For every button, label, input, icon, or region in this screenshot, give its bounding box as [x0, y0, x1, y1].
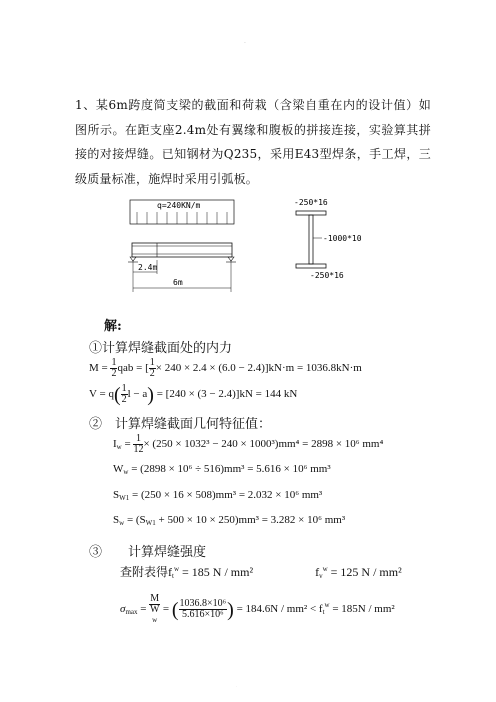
- equation-allowable-stress: 查附表得$f_t^w = 185$ N / mm² $f_v^w = 125$ N / mm²: [120, 565, 402, 580]
- equation-static-moment: $S_w = (S_{W1} + 500 \times 10 \times 250)mm^3 = 3.282 \times 10^6$ mm³: [113, 514, 346, 527]
- flange-top-label: -250*16: [294, 198, 328, 207]
- solution-label: 解:: [104, 319, 122, 334]
- web-label: -1000*10: [323, 234, 362, 243]
- footer-mark: ·: [236, 684, 238, 689]
- step2-title: ② 计算焊缝截面几何特征值：: [89, 417, 272, 432]
- dim-span: 6m: [173, 278, 183, 287]
- flange-bottom-label: -250*16: [310, 271, 344, 280]
- equation-max-stress: $\sigma_{max}$ = M W w = ( $\frac{\text{1036.8×10⁶}}{\text{5.616×10⁶}}$ ) = $184.6N / mm^2 < f_t^w = 185N / mm^2$: [120, 593, 395, 624]
- equation-shear: V = q( $\frac{1}{2}$ l − a) = [240 × (3 − 2.4)]kN = 144 kN: [89, 383, 298, 407]
- equation-section-modulus: $W_w = (2898 \times 10^6 \div 516)mm^3 = 5.616 \times 10^6$ mm³: [113, 463, 331, 476]
- load-label: q=240KN/m: [157, 201, 201, 210]
- step3-title: ③ 计算焊缝强度: [89, 545, 207, 560]
- equation-inertia: $I_w$ = $\frac{1}{12}$ × (250 × 1032³ − 240 × 1000³)mm⁴ = 2898 × 10⁶ mm⁴: [113, 433, 384, 455]
- equation-static-moment-1: $S_{W1} = (250 \times 16 \times 508)mm^3 = 2.032 \times 10^6$ mm³: [113, 489, 323, 502]
- beam-diagram: [127, 194, 239, 294]
- step1-title: ①计算焊缝截面处的内力: [89, 341, 233, 356]
- problem-statement: 1、某6m跨度简支梁的截面和荷栽（含梁自重在内的设计值）如图所示。在距支座2.4m处有翼缘和腹板的拼接连接，实验算其拼接的对接焊缝。已知钢材为Q235，采用E43型焊条，手工焊，三级质量标准，施焊时采用引弧板。: [75, 98, 431, 186]
- cross-section-diagram: [286, 196, 362, 282]
- equation-moment: M = $\frac{1}{2}$ qab = [ $\frac{1}{2}$ × 240 × 2.4 × (6.0 − 2.4)]kN·m = 1036.8kN·m: [89, 357, 362, 379]
- dim-splice: 2.4m: [138, 263, 158, 272]
- page-mark: ·: [244, 40, 246, 47]
